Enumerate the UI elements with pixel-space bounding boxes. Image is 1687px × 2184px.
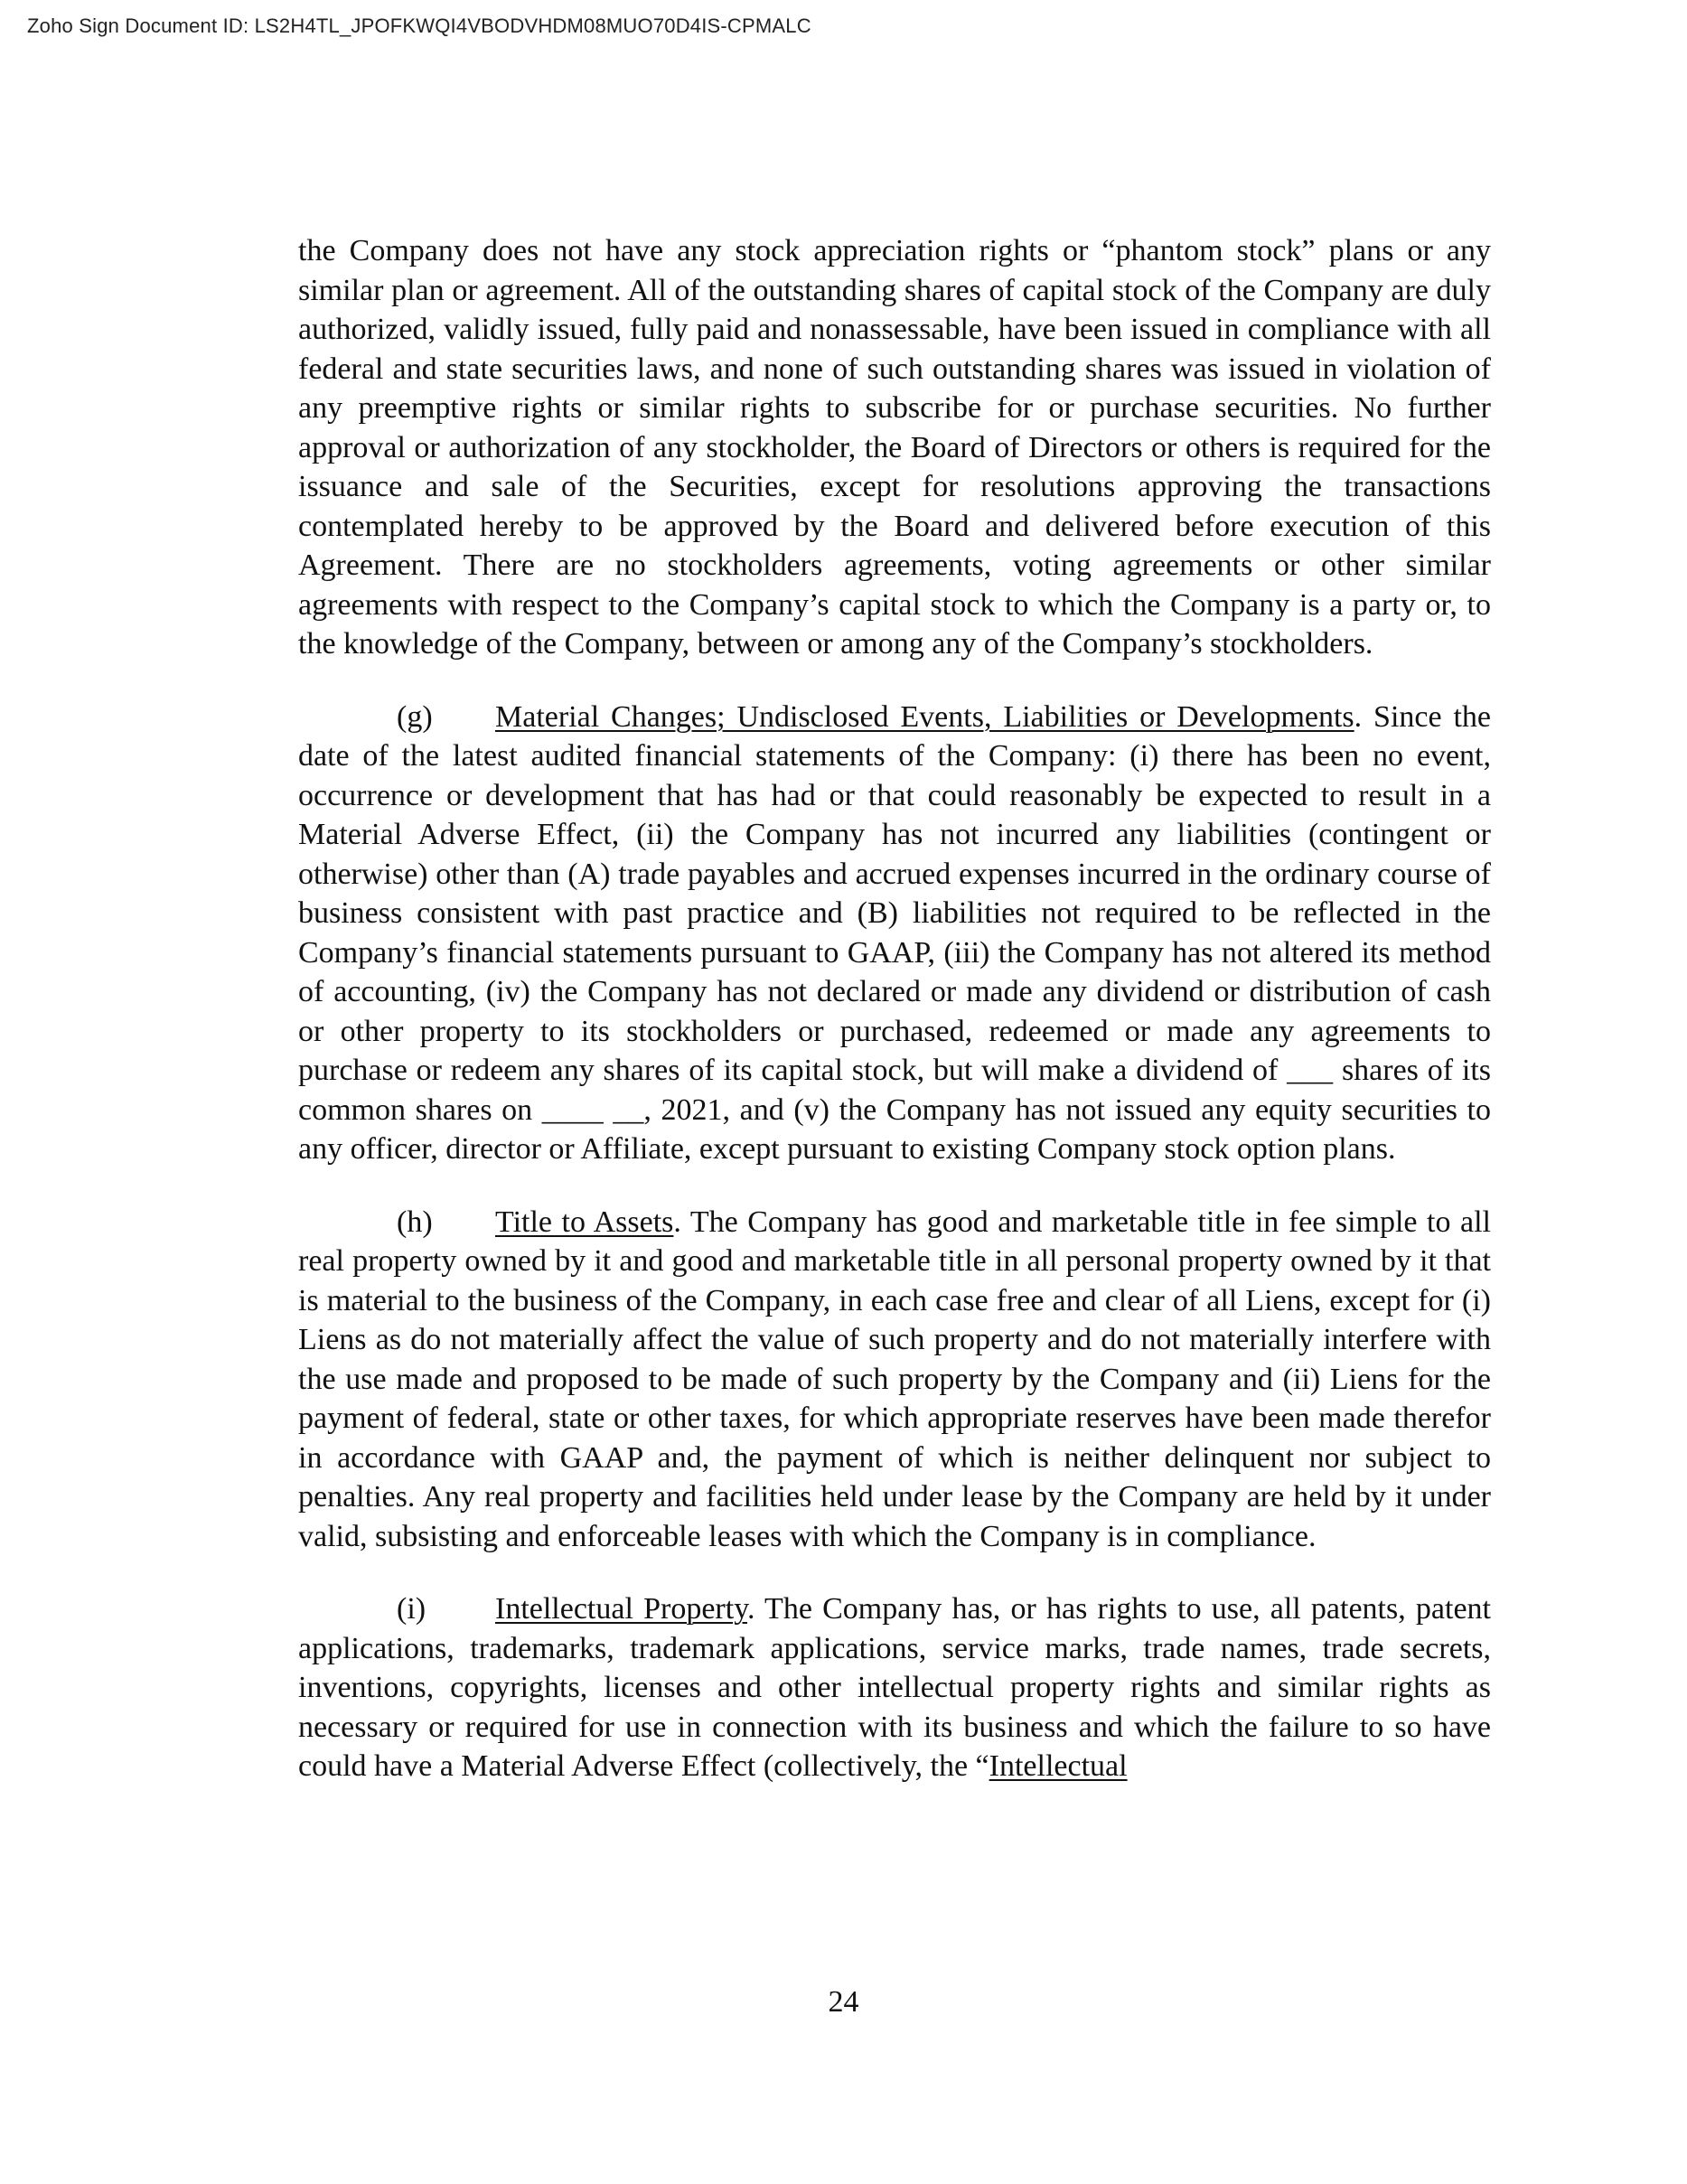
page-body [298,231,1491,1820]
section-heading: Material Changes; Undisclosed Events, Liabilities or Developments [495,699,1354,734]
paragraph-h [298,1203,1491,1557]
section-marker: (i) [397,1592,426,1626]
defined-term: Intellectual [989,1749,1128,1783]
paragraph-i [298,1589,1491,1786]
section-marker: (g) [397,699,433,734]
paragraph-text: . The Company has, or has rights to use, all patents, patent applications, trademarks, trademark applications, service marks, trade names, trade secrets, inventions, copyrights, licenses and other intellectual property rights and similar rights as necessary or required for use in connection with its business and which the failure to so have could have a Material Adverse Effect (collectively, the “ [298,1592,1491,1783]
section-heading: Title to Assets [495,1204,674,1239]
paragraph-text: the Company does not have any stock appreciation rights or “phantom stock” plans or any similar plan or agreement. All of the outstanding shares of capital stock of the Company are duly authorized, validly issued, fully paid and nonassessable, have been issued in compliance with all federal and state securities laws, and none of such outstanding shares was issued in violation of any preemptive rights or similar rights to subscribe for or purchase securities. No further approval or authorization of any stockholder, the Board of Directors or others is required for the issuance and sale of the Securities, except for resolutions approving the transactions contemplated hereby to be approved by the Board and delivered before execution of this Agreement. There are no stockholders agreements, voting agreements or other similar agreements with respect to the Company’s capital stock to which the Company is a party or, to the knowledge of the Company, between or among any of the Company’s stockholders. [298,234,1491,661]
document-id: Zoho Sign Document ID: LS2H4TL_JPOFKWQI4VBODVHDM08MUO70D4IS-CPMALC [27,14,811,37]
paragraph-g [298,698,1491,1169]
paragraph-f-continued [298,231,1491,664]
paragraph-text: . The Company has good and marketable title in fee simple to all real property owned by it and good and marketable title in all personal property owned by it that is material to the business of the Company, in each case free and clear of all Liens, except for (i) Liens as do not materially affect the value of such property and do not materially interfere with the use made and proposed to be made of such property by the Company and (ii) Liens for the payment of federal, state or other taxes, for which appropriate reserves have been made therefor in accordance with GAAP and, the payment of which is neither delinquent nor subject to penalties. Any real property and facilities held under lease by the Company are held by it under valid, subsisting and enforceable leases with which the Company is in compliance. [298,1204,1491,1553]
paragraph-text: . Since the date of the latest audited financial statements of the Company: (i) there has been no event, occurrence or development that has had or that could reasonably be expected to result in a Material Adverse Effect, (ii) the Company has not incurred any liabilities (contingent or otherwise) other than (A) trade payables and accrued expenses incurred in the ordinary course of business consistent with past practice and (B) liabilities not required to be reflected in the Company’s financial statements pursuant to GAAP, (iii) the Company has not altered its method of accounting, (iv) the Company has not declared or made any dividend or distribution of cash or other property to its stockholders or purchased, redeemed or made any agreements to purchase or redeem any shares of its capital stock, but will make a dividend of ___ shares of its common shares on ____ __, 2021, and (v) the Company has not issued any equity securities to any officer, director or Affiliate, except pursuant to existing Company stock option plans. [298,699,1491,1166]
page-number: 24 [828,1985,859,2019]
section-marker: (h) [397,1204,433,1239]
section-heading: Intellectual Property [495,1592,747,1626]
